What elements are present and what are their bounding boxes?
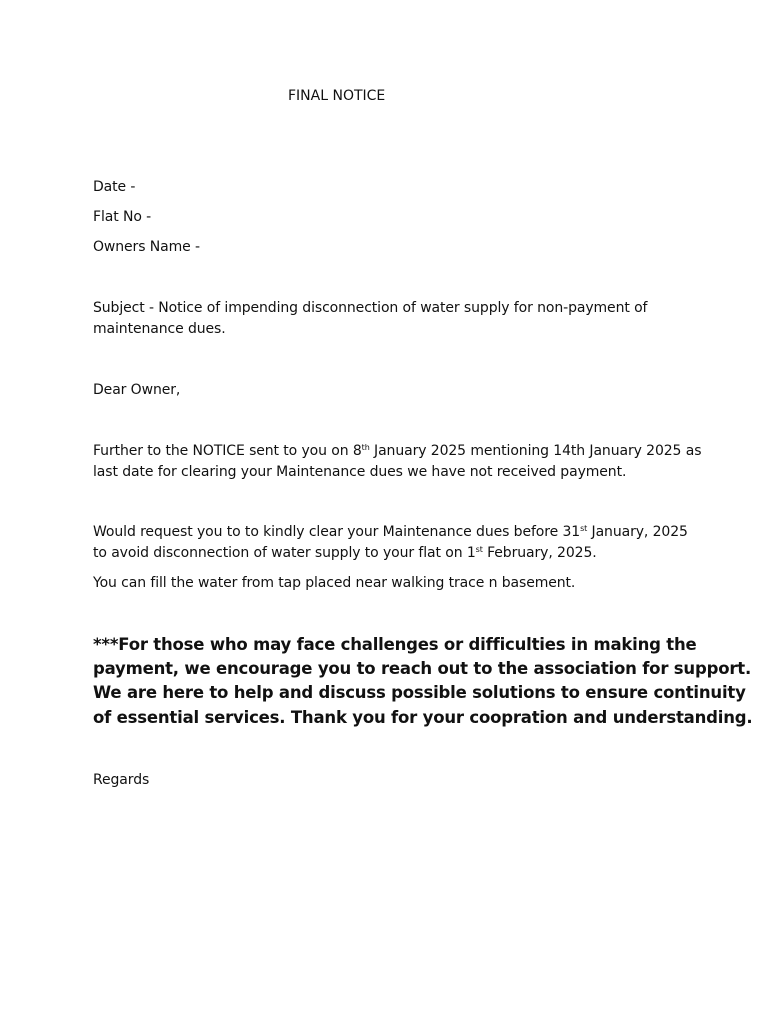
request-paragraph bbox=[93, 522, 688, 563]
ordinal-suffix: st bbox=[580, 524, 588, 533]
flat-number-label: Flat No - bbox=[93, 209, 152, 225]
ordinal-suffix: st bbox=[475, 544, 483, 554]
support-line-1: ***For those who may face challenges or difficulties in making the bbox=[93, 635, 697, 654]
request-line-1 bbox=[93, 522, 688, 543]
support-message bbox=[93, 633, 753, 730]
further-line-2: last date for clearing your Maintenance dues we have not received payment. bbox=[93, 463, 627, 480]
request-text-a: Would request you to to kindly clear your Maintenance dues before 31 bbox=[93, 524, 581, 540]
water-tap-note: You can fill the water from tap placed near walking trace n basement. bbox=[93, 575, 576, 591]
date-label: Date - bbox=[93, 179, 136, 195]
further-line-1 bbox=[93, 441, 702, 462]
subject-paragraph bbox=[93, 298, 683, 339]
request-text-b: January, 2025 bbox=[587, 524, 688, 540]
request-line-2 bbox=[93, 543, 683, 564]
closing-regards: Regards bbox=[93, 772, 150, 788]
support-line-2: payment, we encourage you to reach out to the association for support. bbox=[93, 659, 752, 679]
notice-title: FINAL NOTICE bbox=[288, 88, 386, 104]
further-text-b: January 2025 mentioning 14th January 2025 as bbox=[369, 443, 702, 459]
further-paragraph bbox=[93, 441, 702, 482]
ordinal-suffix: th bbox=[361, 443, 370, 452]
owner-name-label: Owners Name - bbox=[93, 239, 200, 255]
request-text-d: February, 2025. bbox=[482, 544, 597, 561]
request-text-c: to avoid disconnection of water supply to your flat on 1 bbox=[93, 544, 476, 561]
support-line-4: of essential services. Thank you for your coopration and understanding. bbox=[93, 707, 753, 727]
further-text-a: Further to the NOTICE sent to you on 8 bbox=[93, 443, 362, 459]
subject-line-2: maintenance dues. bbox=[93, 320, 226, 337]
support-line-3: We are here to help and discuss possible solutions to ensure continuity bbox=[93, 683, 746, 703]
salutation: Dear Owner, bbox=[93, 382, 181, 398]
subject-line-1: Subject - Notice of impending disconnection of water supply for non-payment of bbox=[93, 300, 648, 316]
